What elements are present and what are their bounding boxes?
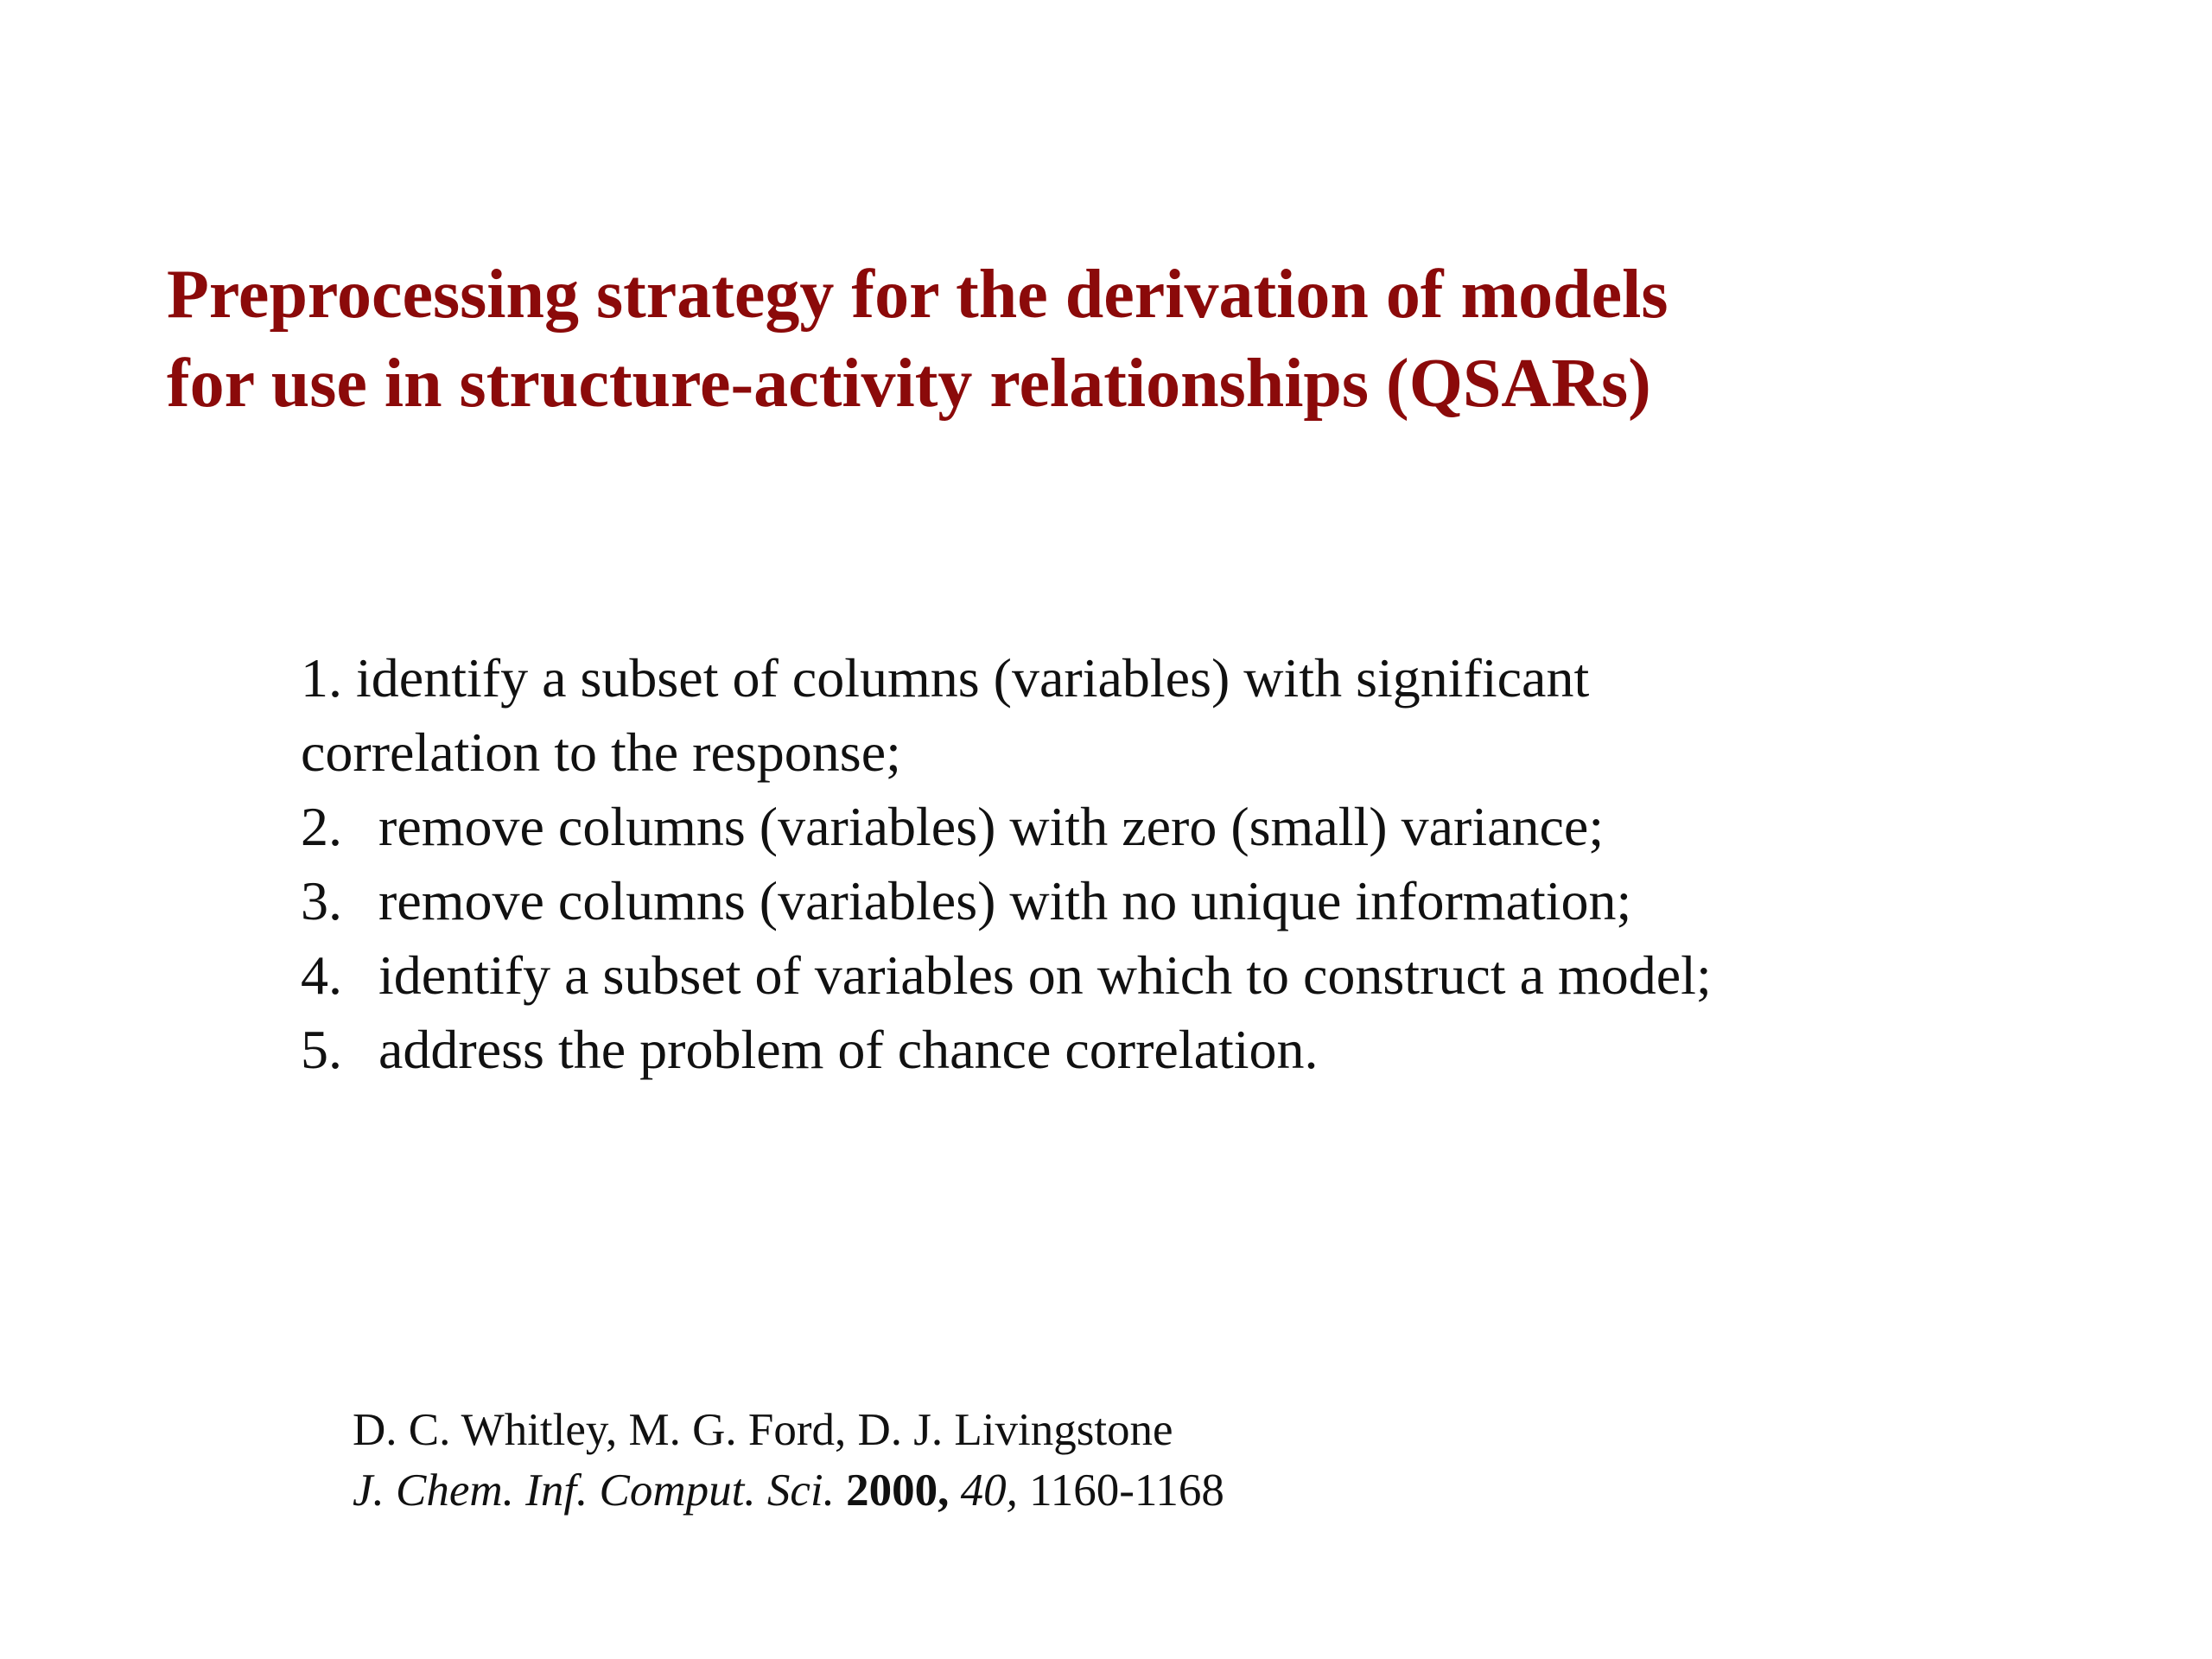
step-text: identify a subset of columns (variables) with significant [356, 647, 1590, 709]
step-item-2 [301, 790, 2072, 864]
step-number: 5. [301, 1019, 342, 1080]
citation-volume: 40, [960, 1465, 1018, 1516]
step-number: 4. [301, 944, 342, 1006]
step-number: 2. [301, 796, 342, 857]
citation-journal: J. Chem. Inf. Comput. Sci. [353, 1465, 835, 1516]
step-item-3 [301, 864, 2072, 938]
step-item-5 [301, 1013, 2072, 1087]
step-1-first-line [301, 641, 2072, 715]
step-text: identify a subset of variables on which to construct a model; [378, 944, 1712, 1006]
citation [353, 1400, 1908, 1521]
step-text-continuation: correlation to the response; [301, 721, 901, 783]
citation-pages: 1160-1168 [1029, 1465, 1224, 1516]
step-text: address the problem of chance correlation. [378, 1019, 1319, 1080]
step-text: remove columns (variables) with no unique information; [378, 870, 1632, 931]
citation-reference [353, 1460, 1908, 1521]
strategy-steps-list [301, 641, 2072, 1087]
step-item-4 [301, 938, 2072, 1013]
step-item-1 [301, 641, 2072, 790]
step-number: 1. [301, 647, 342, 709]
step-number: 3. [301, 870, 342, 931]
slide-title-line-1: Preprocessing strategy for the derivation of models [167, 257, 1669, 333]
step-text: remove columns (variables) with zero (small) variance; [378, 796, 1605, 857]
citation-year: 2000, [846, 1465, 950, 1516]
slide-title-line-2: for use in structure-activity relationships (QSARs) [167, 346, 1651, 422]
slide-title [167, 251, 2111, 429]
citation-authors: D. C. Whitley, M. G. Ford, D. J. Livingstone [353, 1405, 1173, 1455]
